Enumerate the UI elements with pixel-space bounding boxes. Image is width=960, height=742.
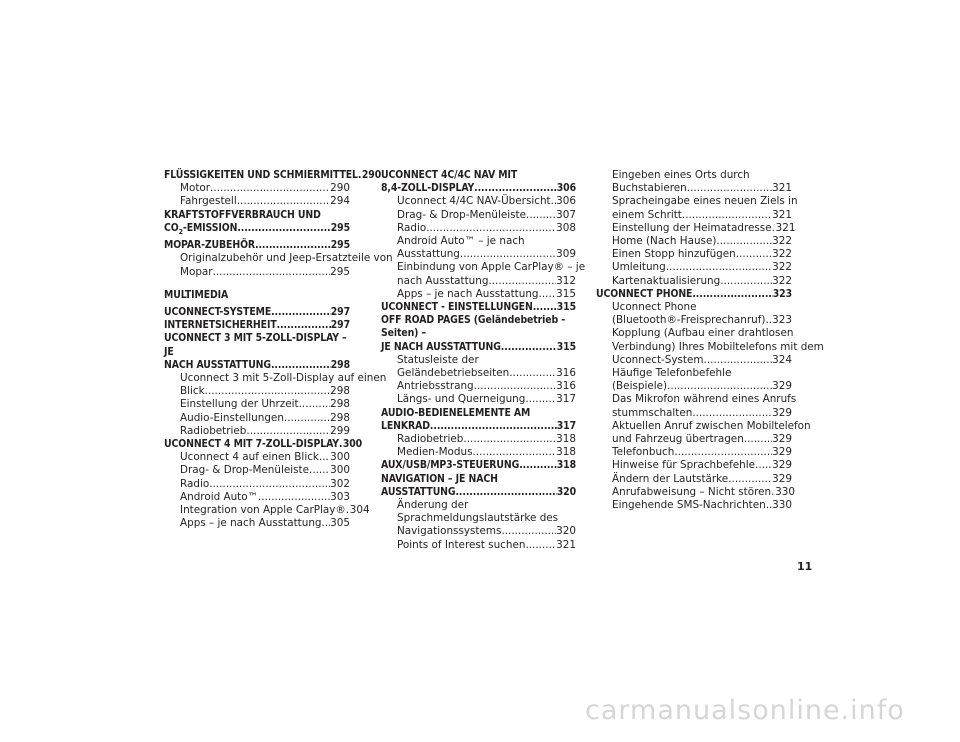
toc-entry-haeufig-line2[interactable]: (Beispiele) ..... 329 — [596, 380, 792, 393]
toc-entry-offroad-line2[interactable]: JE NACH AUSSTATTUNG ..... 315 — [381, 341, 576, 354]
toc-entry-original-line1[interactable]: Originalzubehör und Jeep-Ersatzteile von — [180, 252, 393, 265]
toc-entry-uconnect3-line2[interactable]: NACH AUSSTATTUNG ..... 298 — [164, 359, 350, 372]
toc-entry-heimatadresse[interactable]: Einstellung der Heimatadresse ..... 321 — [596, 222, 792, 235]
toc-entry-statusleiste-line2[interactable]: Geländebetriebseiten ..... 316 — [381, 367, 576, 380]
toc-entry-kartenaktualisierung[interactable]: Kartenaktualisierung ..... 322 — [596, 275, 792, 288]
toc-entry-anruf-line2[interactable]: und Fahrzeug übertragen ..... 329 — [596, 433, 792, 446]
toc-entry-audio-bed-line2[interactable]: LENKRAD ..... 317 — [381, 420, 576, 433]
toc-entry-motor[interactable]: Motor ..... 290 — [164, 182, 350, 195]
toc-entry-android-auto[interactable]: Android Auto™ ..... 303 — [164, 491, 350, 504]
toc-entry-nav-uebersicht[interactable]: Uconnect 4/4C NAV-Übersicht ..... 306 — [381, 195, 576, 208]
toc-entry-anruf-line1[interactable]: Aktuellen Anruf zwischen Mobiltelefon — [612, 419, 811, 432]
toc-column-1 — [164, 169, 393, 530]
toc-entry-u4c-line1[interactable]: UCONNECT 4C/4C NAV MIT — [381, 169, 518, 181]
toc-entry-radio[interactable]: Radio ..... 308 — [381, 222, 576, 235]
toc-entry-apps[interactable]: Apps – je nach Ausstattung ..... 305 — [164, 517, 350, 530]
toc-entry-fluessigkeiten[interactable]: FLÜSSIGKEITEN UND SCHMIERMITTEL ..... 290 — [164, 169, 350, 182]
toc-entry-ort-line2[interactable]: Buchstabieren ..... 321 — [596, 182, 792, 195]
toc-entry-u3-blick-line1[interactable]: Uconnect 3 mit 5-Zoll-Display auf einen — [180, 371, 387, 384]
toc-entry-neigung[interactable]: Längs- und Querneigung ..... 317 — [381, 393, 576, 406]
toc-entry-uconnect3-line1[interactable]: UCONNECT 3 MIT 5-ZOLL-DISPLAY – JE — [164, 332, 347, 358]
toc-entry-telefonbuch[interactable]: Telefonbuch ..... 329 — [596, 446, 792, 459]
toc-entry-sprach-line1[interactable]: Spracheingabe eines neuen Ziels in — [612, 195, 798, 208]
toc-entry-uhrzeit[interactable]: Einstellung der Uhrzeit ..... 298 — [164, 398, 350, 411]
toc-entry-statusleiste-line1[interactable]: Statusleiste der — [397, 353, 479, 366]
toc-entry-home[interactable]: Home (Nach Hause) ..... 322 — [596, 235, 792, 248]
toc-entry-radiobetrieb[interactable]: Radiobetrieb ..... 299 — [164, 425, 350, 438]
toc-entry-dragdrop[interactable]: Drag- & Drop-Menüleiste ..... 300 — [164, 464, 350, 477]
toc-entry-radiobetrieb[interactable]: Radiobetrieb ..... 318 — [381, 433, 576, 446]
toc-entry-audio-einstellungen[interactable]: Audio-Einstellungen ..... 298 — [164, 412, 350, 425]
toc-entry-uconnect-systeme[interactable]: UCONNECT-SYSTEME ..... 297 — [164, 306, 350, 319]
toc-entry-android-line1[interactable]: Android Auto™ – je nach — [397, 235, 525, 248]
toc-entry-lautstaerke-line2[interactable]: Sprachmeldungslautstärke des — [397, 512, 559, 525]
toc-entry-navigation-line1[interactable]: NAVIGATION – JE NACH — [381, 472, 498, 485]
toc-entry-mikrofon-line2[interactable]: stummschalten ..... 329 — [596, 407, 792, 420]
toc-entry-ort-line1[interactable]: Eingeben eines Orts durch — [612, 169, 750, 181]
toc-entry-carplay-line1[interactable]: Einbindung von Apple CarPlay® – je — [397, 261, 586, 274]
toc-entry-u3-blick-line2[interactable]: Blick ..... 298 — [164, 385, 350, 398]
watermark: carmanualsonline.info — [585, 695, 905, 726]
toc-entry-u4-blick[interactable]: Uconnect 4 auf einen Blick ..... 300 — [164, 451, 350, 464]
toc-entry-mopar[interactable]: MOPAR-ZUBEHÖR ..... 295 — [164, 239, 350, 252]
toc-entry-dragdrop[interactable]: Drag- & Drop-Menüleiste ..... 307 — [381, 209, 576, 222]
toc-entry-kopplung-line3[interactable]: Uconnect-System ..... 324 — [596, 354, 792, 367]
toc-entry-carplay[interactable]: Integration von Apple CarPlay® ..... 304 — [164, 504, 350, 517]
toc-entry-kraftstoff-line1[interactable]: KRAFTSTOFFVERBRAUCH UND — [164, 208, 321, 221]
toc-entry-antriebsstrang[interactable]: Antriebsstrang ..... 316 — [381, 380, 576, 393]
toc-entry-sms[interactable]: Eingehende SMS-Nachrichten ..... 330 — [596, 499, 792, 512]
toc-entry-radio[interactable]: Radio ..... 302 — [164, 478, 350, 491]
toc-entry-carplay-line2[interactable]: nach Ausstattung ..... 312 — [381, 275, 576, 288]
section-heading-multimedia: MULTIMEDIA — [164, 288, 229, 301]
toc-entry-hinweise[interactable]: Hinweise für Sprachbefehle ..... 329 — [596, 459, 792, 472]
toc-column-2 — [381, 169, 586, 552]
toc-entry-audio-bed-line1[interactable]: AUDIO-BEDIENELEMENTE AM — [381, 406, 531, 419]
toc-entry-internetsicherheit[interactable]: INTERNETSICHERHEIT ..... 297 — [164, 319, 350, 332]
toc-entry-mikrofon-line1[interactable]: Das Mikrofon während eines Anrufs — [612, 393, 797, 406]
toc-entry-co2-emission[interactable]: $CO_2$-EMISSION ..... 295 — [164, 222, 350, 239]
toc-entry-nicht-stoeren[interactable]: Anrufabweisung – Nicht stören ..... 330 — [596, 486, 792, 499]
toc-entry-android-line2[interactable]: Ausstattung ..... 309 — [381, 248, 576, 261]
toc-entry-lautstaerke-line1[interactable]: Änderung der — [397, 499, 469, 512]
toc-column-3 — [596, 169, 824, 512]
toc-entry-uconnect4[interactable]: UCONNECT 4 MIT 7-ZOLL-DISPLAY ..... 300 — [164, 438, 350, 451]
toc-entry-sprach-line2[interactable]: einem Schritt ..... 321 — [596, 209, 792, 222]
toc-entry-medien[interactable]: Medien-Modus ..... 318 — [381, 446, 576, 459]
toc-entry-kopplung-line1[interactable]: Kopplung (Aufbau einer drahtlosen — [612, 327, 794, 340]
page-number: 11 — [797, 560, 813, 573]
toc-entry-uphone-line2[interactable]: (Bluetooth®-Freisprechanruf) ..... 323 — [596, 314, 792, 327]
toc-entry-u4c-line2[interactable]: 8,4-ZOLL-DISPLAY ..... 306 — [381, 182, 576, 195]
toc-entry-apps[interactable]: Apps – je nach Ausstattung ..... 315 — [381, 288, 576, 301]
toc-entry-original-line2[interactable]: Mopar ..... 295 — [164, 266, 350, 279]
toc-entry-lautstaerke-line3[interactable]: Navigationssystems ..... 320 — [381, 525, 576, 538]
toc-entry-stopp[interactable]: Einen Stopp hinzufügen ..... 322 — [596, 248, 792, 261]
toc-entry-einstellungen[interactable]: UCONNECT - EINSTELLUNGEN ..... 315 — [381, 301, 576, 314]
toc-entry-fahrgestell[interactable]: Fahrgestell ..... 294 — [164, 195, 350, 208]
toc-entry-navigation-line2[interactable]: AUSSTATTUNG ..... 320 — [381, 486, 576, 499]
toc-entry-kopplung-line2[interactable]: Verbindung) Ihres Mobiltelefons mit dem — [612, 340, 824, 353]
toc-entry-lautstaerke[interactable]: Ändern der Lautstärke ..... 329 — [596, 473, 792, 486]
toc-entry-uphone-line1[interactable]: Uconnect Phone — [612, 301, 697, 314]
toc-entry-haeufig-line1[interactable]: Häufige Telefonbefehle — [612, 367, 732, 380]
toc-entry-offroad-line1[interactable]: OFF ROAD PAGES (Geländebetrieb - Seiten) – — [381, 314, 566, 340]
toc-entry-poi[interactable]: Points of Interest suchen ..... 321 — [381, 539, 576, 552]
toc-entry-umleitung[interactable]: Umleitung ..... 322 — [596, 261, 792, 274]
toc-entry-uconnect-phone[interactable]: UCONNECT PHONE ..... 323 — [596, 288, 792, 301]
toc-entry-aux[interactable]: AUX/USB/MP3-STEUERUNG ..... 318 — [381, 459, 576, 472]
